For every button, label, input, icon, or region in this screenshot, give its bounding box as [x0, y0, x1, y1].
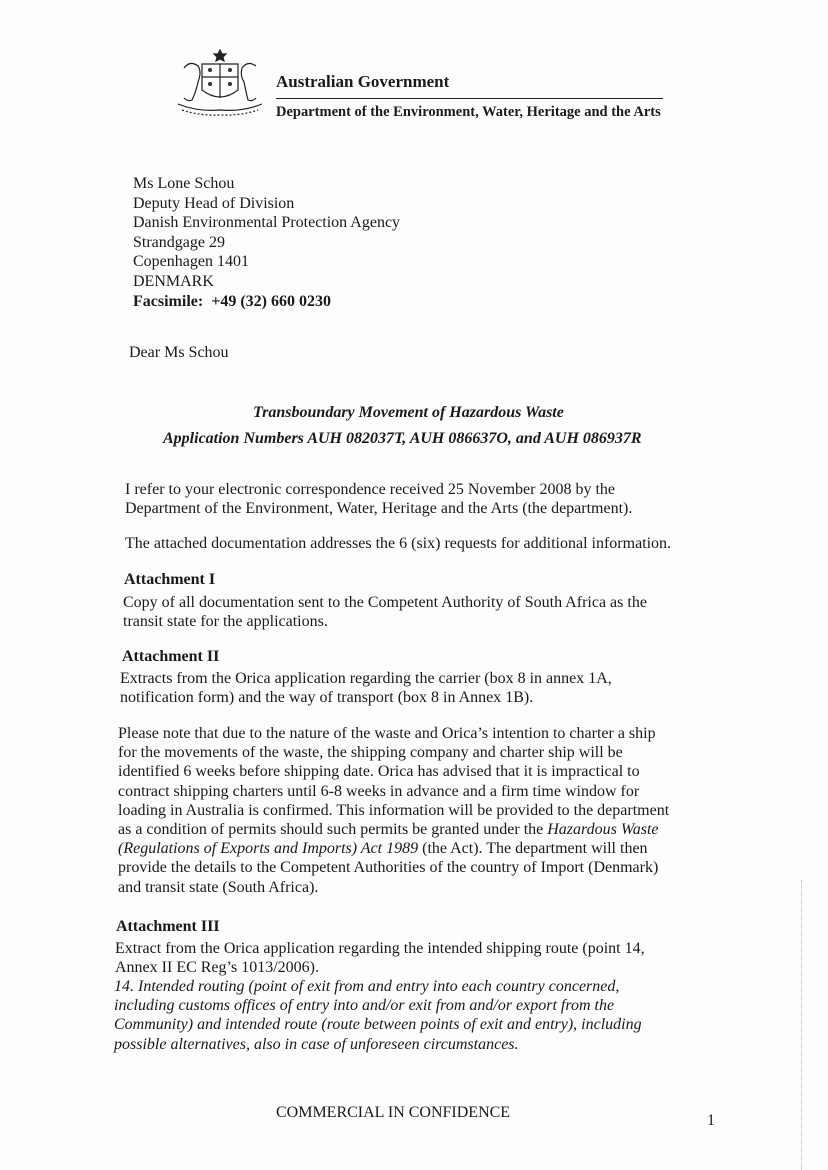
paragraph-line: Annex II EC Reg’s 1013/2006). — [115, 959, 319, 977]
facsimile-number: +49 (32) 660 0230 — [211, 292, 331, 310]
attached-note — [125, 534, 671, 553]
paragraph-line: notification form) and the way of transport (box 8 in Annex 1B). — [120, 689, 534, 707]
coat-of-arms-icon — [172, 46, 268, 122]
paragraph-line: possible alternatives, also in case of unforeseen circumstances. — [114, 1035, 519, 1053]
paragraph-line: 14. Intended routing (point of exit from and entry into each country concerned, — [114, 978, 620, 995]
paragraph-line — [118, 820, 669, 839]
subject-line-1: Transboundary Movement of Hazardous Waste — [253, 404, 564, 421]
scan-margin-line — [801, 880, 802, 1170]
confidentiality-footer: COMMERCIAL IN CONFIDENCE — [276, 1104, 511, 1121]
act-name: (Regulations of Exports and Imports) Act 1989 — [118, 840, 419, 858]
paragraph-line: provide the details to the Competent Authorities of the country of Import (Denmark) — [118, 859, 659, 877]
paragraph-line: Community) and intended route (route between points of exit and entry), including — [114, 1016, 642, 1034]
paragraph-line: loading in Australia is confirmed. This information will be provided to the department — [118, 801, 670, 819]
paragraph-line: transit state for the applications. — [123, 613, 328, 631]
attachment-3-text — [115, 939, 645, 977]
paragraph-line: Extracts from the Orica application regarding the carrier (box 8 in annex 1A, — [120, 670, 612, 687]
paragraph-line: including customs offices of entry into and/or exit from and/or export from the — [114, 997, 615, 1015]
attachment-3-quote — [114, 977, 642, 1054]
paragraph-text: (the Act). The department will then — [418, 840, 648, 858]
paragraph-line — [118, 839, 669, 858]
recipient-address — [133, 174, 400, 311]
attachment-2-heading: Attachment II — [122, 648, 220, 665]
subject-line-2: Application Numbers AUH 082037T, AUH 086637O, and AUH 086937R — [163, 430, 642, 447]
attachment-1-text — [123, 593, 647, 631]
letterhead-rule — [276, 98, 663, 99]
facsimile-label: Facsimile: — [133, 292, 204, 310]
address-line: Strandgage 29 — [133, 233, 225, 251]
paragraph-line: Department of the Environment, Water, Heritage and the Arts (the department). — [125, 500, 633, 518]
paragraph-line: Please note that due to the nature of the waste and Orica’s intention to charter a ship — [118, 725, 656, 742]
attachment-3-heading: Attachment III — [116, 918, 220, 935]
attachment-1-heading: Attachment I — [124, 571, 216, 588]
paragraph-line: The attached documentation addresses the 6 (six) requests for additional information. — [125, 535, 672, 552]
attachment-2-note — [118, 724, 669, 897]
act-name: Hazardous Waste — [547, 821, 659, 839]
paragraph-line: Extract from the Orica application regarding the intended shipping route (point 14, — [115, 940, 645, 957]
paragraph-line: I refer to your electronic correspondence received 25 November 2008 by the — [125, 481, 616, 498]
facsimile-line — [133, 292, 400, 312]
address-line: Copenhagen 1401 — [133, 253, 249, 271]
address-line: Danish Environmental Protection Agency — [133, 214, 401, 232]
intro-paragraph — [125, 480, 632, 518]
attachment-2-text — [120, 669, 612, 707]
government-title: Australian Government — [276, 72, 450, 91]
address-line: Deputy Head of Division — [133, 194, 295, 212]
salutation: Dear Ms Schou — [129, 344, 229, 361]
paragraph-line: and transit state (South Africa). — [118, 878, 319, 896]
address-line: Ms Lone Schou — [133, 175, 235, 192]
paragraph-text: as a condition of permits should such permits be granted under the — [118, 821, 544, 839]
paragraph-line: for the movements of the waste, the shipping company and charter ship will be — [118, 744, 623, 762]
page-number: 1 — [707, 1112, 715, 1129]
address-line: DENMARK — [133, 272, 214, 290]
paragraph-line: Copy of all documentation sent to the Competent Authority of South Africa as the — [123, 594, 647, 611]
paragraph-line: contract shipping charters until 6-8 weeks in advance and a firm time window for — [118, 782, 640, 800]
department-name: Department of the Environment, Water, Heritage and the Arts — [276, 104, 661, 120]
paragraph-line: identified 6 weeks before shipping date. Orica has advised that it is impractical to — [118, 763, 640, 781]
